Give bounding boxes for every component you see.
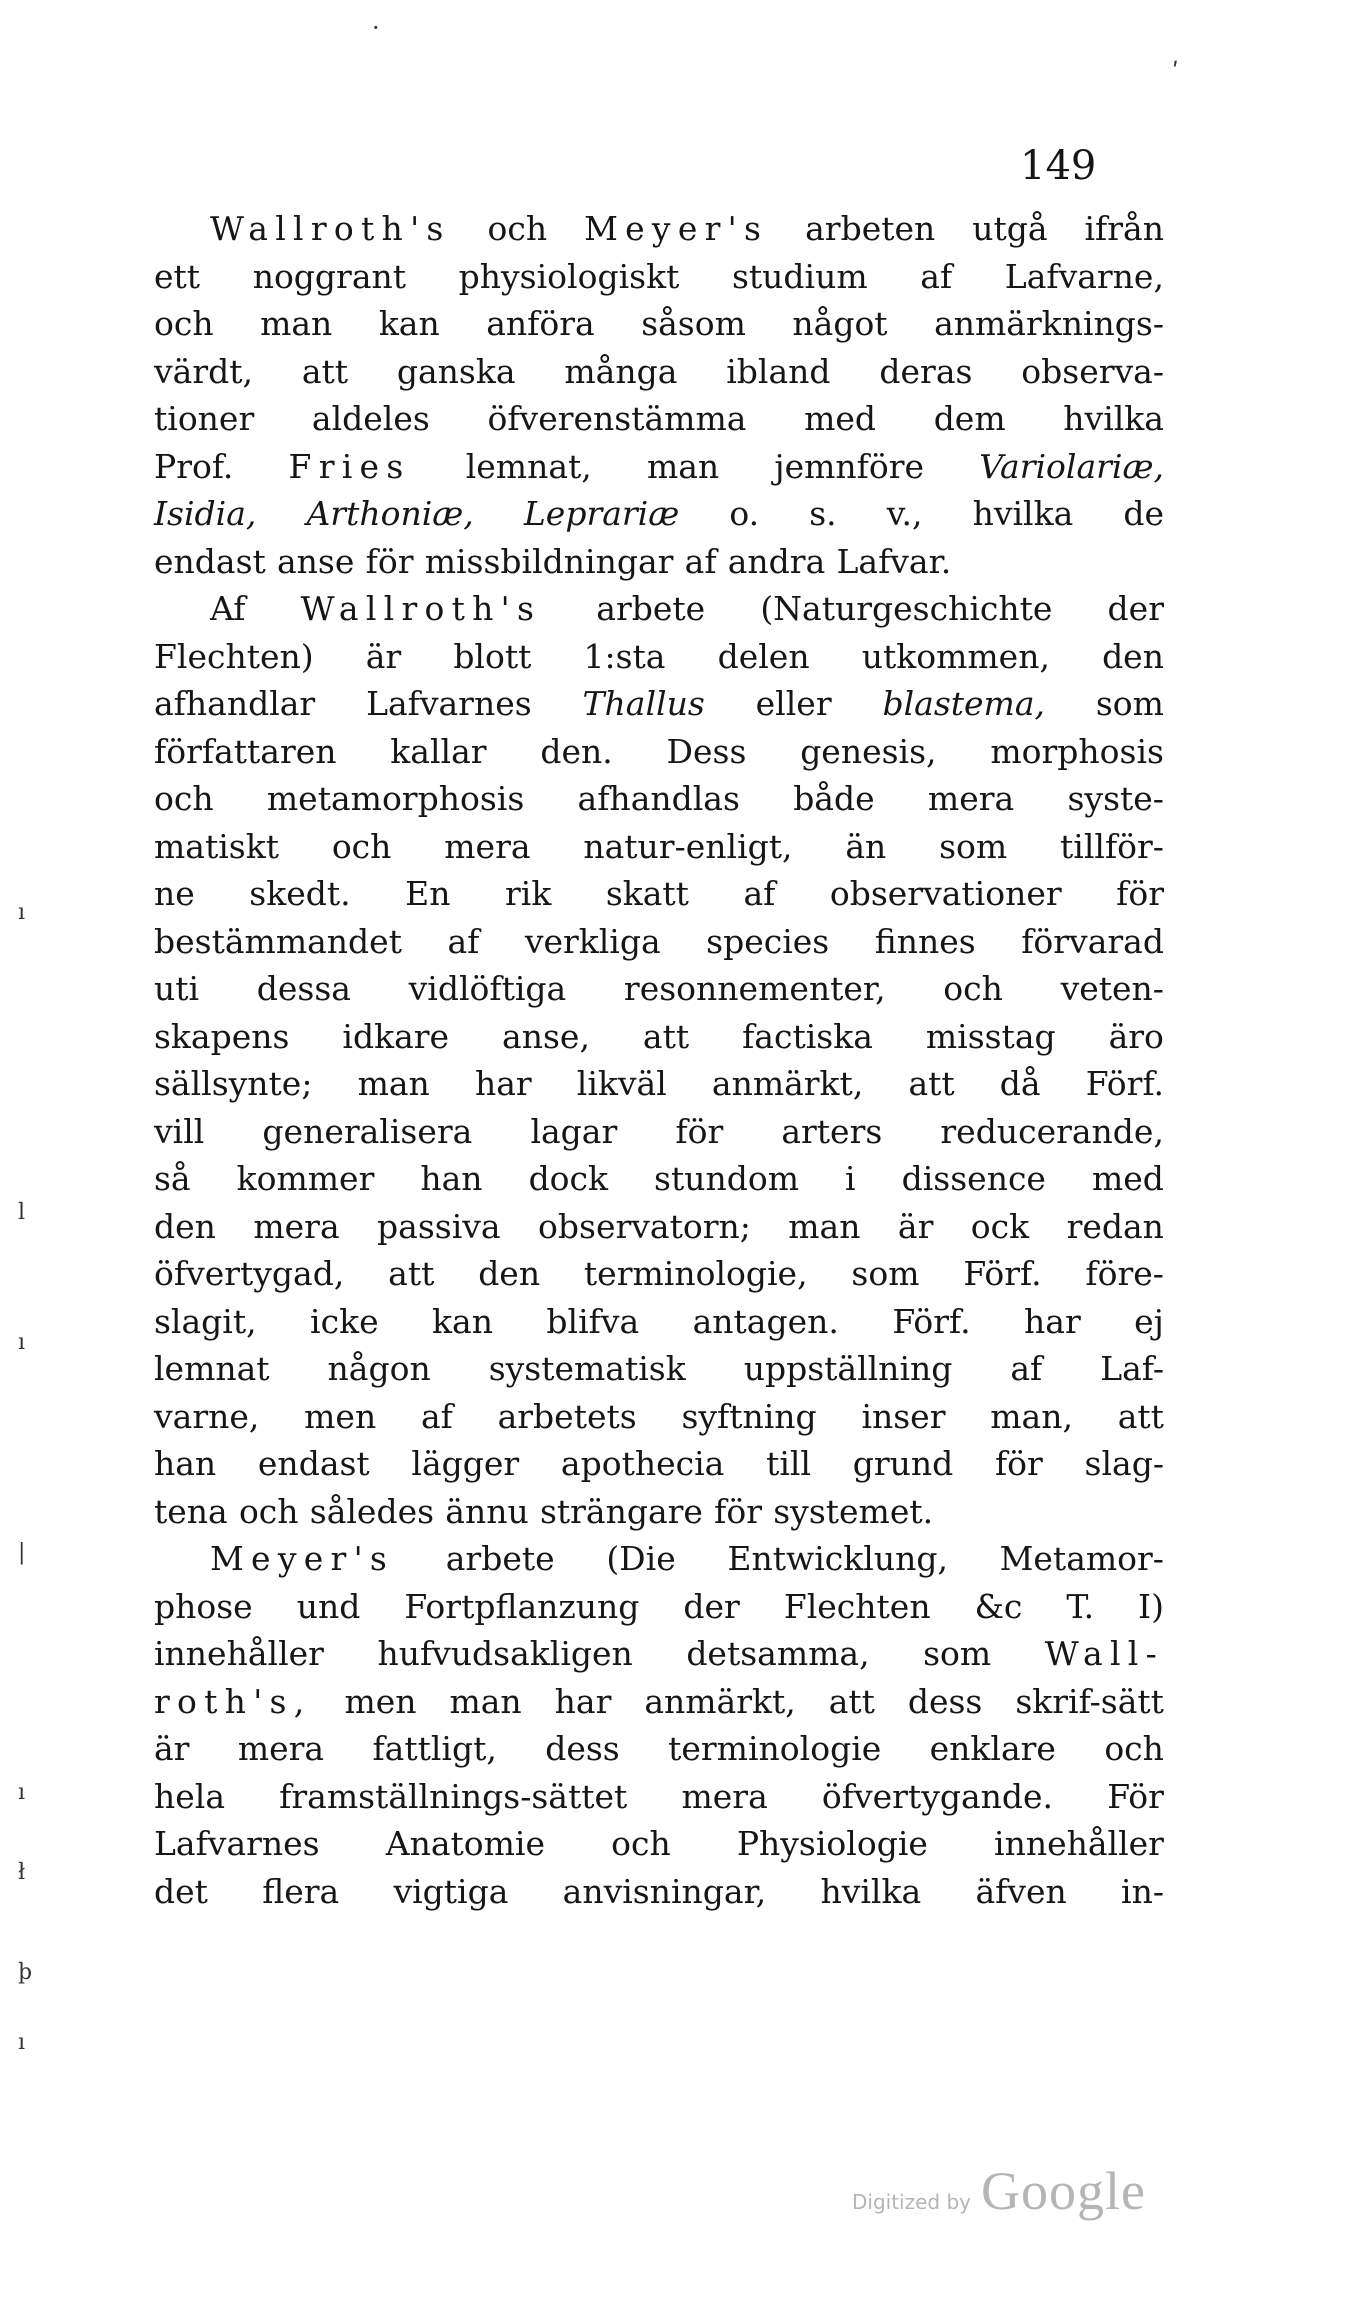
word: skatt — [605, 874, 689, 913]
word: mera — [253, 1206, 340, 1246]
word: Variolariæ, — [979, 446, 1164, 486]
word: att — [388, 1254, 435, 1293]
text-line — [154, 1393, 1164, 1441]
word: för — [714, 1491, 763, 1531]
text-line — [154, 1250, 1164, 1298]
word: och — [487, 209, 548, 248]
word: fattligt, — [372, 1729, 497, 1768]
word: und — [296, 1586, 361, 1626]
text-line — [154, 1583, 1164, 1631]
text-line — [154, 918, 1164, 966]
word: tena — [154, 1491, 228, 1531]
word: Lafvarnes — [154, 1824, 320, 1863]
word: Lafvar. — [836, 541, 952, 581]
word: (Naturgeschichte — [760, 589, 1053, 628]
word: innehåller — [154, 1634, 324, 1673]
word: öfverenstämma — [487, 399, 747, 438]
word: endast — [257, 1444, 370, 1483]
word: observa- — [1021, 351, 1164, 391]
text-line — [154, 253, 1164, 301]
word: och — [154, 779, 214, 818]
word: så — [154, 1159, 191, 1198]
word: metamorphosis — [266, 779, 525, 818]
word: inser — [861, 1396, 946, 1436]
word: af — [1010, 1349, 1043, 1388]
word: der — [1107, 589, 1164, 628]
word: att — [642, 1016, 690, 1056]
word: morphosis — [990, 731, 1164, 771]
word: till — [766, 1444, 811, 1483]
word: med — [804, 399, 877, 438]
text-line — [154, 490, 1164, 538]
word: natur-enligt, — [583, 826, 793, 866]
word: har — [474, 1064, 532, 1103]
word: species — [706, 921, 830, 961]
word: blifva — [546, 1301, 640, 1341]
word: man — [449, 1681, 522, 1721]
word: är — [897, 1206, 934, 1246]
word: stundom — [654, 1159, 800, 1198]
text-line — [154, 1440, 1164, 1488]
word: ännu — [445, 1491, 529, 1531]
google-logo: Google — [981, 2161, 1146, 2221]
word: tioner — [154, 399, 255, 438]
word: observationer — [829, 874, 1062, 913]
word: physiologiskt — [458, 256, 680, 296]
word: man — [357, 1064, 430, 1103]
word: anse, — [502, 1016, 590, 1056]
word: i — [845, 1159, 856, 1198]
word: 1:sta — [583, 636, 666, 676]
word: den — [1102, 636, 1164, 676]
word: Isidia, — [154, 494, 257, 533]
word: uppställning — [743, 1349, 953, 1388]
text-line — [154, 538, 1164, 586]
word: Meyer's — [584, 209, 769, 248]
word: Förf. — [1085, 1064, 1164, 1103]
word: (Die — [606, 1539, 676, 1578]
word: Wall- — [1044, 1634, 1164, 1673]
word: varne, — [154, 1396, 260, 1436]
text-line — [154, 965, 1164, 1013]
word: kommer — [236, 1159, 375, 1198]
word: de — [1123, 494, 1164, 533]
word: han — [420, 1159, 483, 1198]
word: Thallus — [582, 684, 705, 723]
word: Prof. — [154, 446, 234, 486]
word: studium — [731, 256, 868, 296]
word: anföra — [486, 304, 595, 343]
word: skrif-sätt — [1015, 1681, 1164, 1721]
word: noggrant — [252, 256, 407, 296]
word: af — [684, 541, 717, 581]
margin-mark: ı — [18, 1330, 26, 1355]
word: dissence — [901, 1159, 1046, 1198]
word: värdt, — [154, 351, 253, 391]
word: vill — [154, 1111, 205, 1151]
word: mera — [444, 826, 531, 866]
word: att — [301, 351, 349, 391]
word: reducerande, — [940, 1111, 1164, 1151]
word: dock — [528, 1159, 609, 1198]
word: för — [675, 1111, 724, 1151]
word: kan — [378, 304, 440, 343]
word: afhandlas — [577, 779, 740, 818]
word: den — [154, 1206, 216, 1246]
word: genesis, — [800, 731, 937, 771]
body-text — [154, 205, 1164, 1915]
margin-mark: ı — [18, 1780, 26, 1805]
word: vigtiga — [393, 1871, 509, 1911]
word: Lafvarne, — [1004, 256, 1164, 296]
word: syste- — [1067, 779, 1164, 818]
text-line — [154, 1488, 1164, 1536]
margin-mark: | — [18, 1540, 26, 1565]
word: att — [1117, 1396, 1164, 1436]
word: slagit, — [154, 1301, 257, 1341]
word: någon — [327, 1349, 431, 1388]
word: ock — [970, 1206, 1030, 1246]
word: man — [788, 1206, 861, 1246]
word: lemnat — [154, 1349, 270, 1388]
word: mera — [927, 779, 1015, 818]
word: öfvertygande. — [821, 1776, 1054, 1816]
word: äfven — [975, 1871, 1067, 1911]
text-line — [154, 1535, 1164, 1583]
word: andra — [727, 541, 826, 581]
word: bestämmandet — [154, 921, 402, 961]
word: och — [1104, 1729, 1164, 1768]
text-line — [154, 1155, 1164, 1203]
word: Förf. — [963, 1254, 1042, 1293]
text-line — [154, 443, 1164, 491]
text-line — [154, 1725, 1164, 1773]
word: Flechten) — [154, 636, 314, 676]
word: delen — [717, 636, 810, 676]
margin-mark: ł — [18, 1860, 26, 1885]
text-line — [154, 870, 1164, 918]
text-line — [154, 775, 1164, 823]
word: likväl — [576, 1064, 667, 1103]
word: grund — [852, 1444, 954, 1483]
word: många — [564, 351, 678, 391]
word: observatorn; — [538, 1206, 751, 1246]
word: mera — [681, 1776, 768, 1816]
word: rik — [504, 874, 552, 913]
word: utkommen, — [861, 636, 1050, 676]
word: strängare — [539, 1491, 703, 1531]
word: men — [304, 1396, 377, 1436]
word: arters — [781, 1111, 883, 1151]
word: anvisningar, — [562, 1871, 767, 1911]
word: För — [1107, 1776, 1164, 1816]
margin-mark: þ — [18, 1960, 33, 1985]
page-number: 149 — [1020, 143, 1097, 189]
word: slag- — [1084, 1444, 1164, 1483]
word: sällsynte; — [154, 1064, 313, 1103]
word: anse — [277, 541, 355, 581]
word: äro — [1108, 1016, 1164, 1056]
text-line — [154, 1013, 1164, 1061]
word: att — [908, 1064, 955, 1103]
word: kallar — [390, 731, 487, 771]
word: arbete — [596, 589, 706, 628]
word: redan — [1066, 1206, 1164, 1246]
word: förvarad — [1021, 921, 1164, 961]
word: enklare — [929, 1729, 1056, 1768]
word: och — [154, 304, 214, 343]
word: som — [923, 1634, 992, 1673]
word: anmärknings- — [934, 304, 1164, 343]
word: Meyer's — [210, 1539, 395, 1578]
word: Laf- — [1100, 1349, 1164, 1388]
text-line — [154, 680, 1164, 728]
word: syftning — [681, 1396, 817, 1436]
text-line — [154, 395, 1164, 443]
text-line — [154, 1868, 1164, 1916]
word: hvilka — [972, 494, 1074, 533]
word: afhandlar — [154, 684, 316, 723]
word: af — [743, 874, 776, 913]
word: han — [154, 1444, 217, 1483]
text-line — [154, 205, 1164, 253]
word: anmärkt, — [644, 1681, 796, 1721]
word: dem — [933, 399, 1006, 438]
word: aldeles — [311, 399, 430, 438]
word: men — [344, 1681, 417, 1721]
word: terminologie — [668, 1729, 882, 1768]
word: En — [405, 874, 451, 913]
digitized-label: Digitized by — [852, 2190, 971, 2214]
word: Fortpflanzung — [404, 1586, 640, 1626]
text-line — [154, 1820, 1164, 1868]
word: har — [554, 1681, 612, 1721]
word: eller — [755, 684, 832, 723]
word: terminologie, — [583, 1254, 808, 1293]
word: af — [447, 921, 480, 961]
word: hvilka — [820, 1871, 922, 1911]
word: jemnföre — [774, 446, 925, 486]
text-line — [154, 300, 1164, 348]
word: Arthoniæ, — [306, 494, 474, 533]
word: man, — [990, 1396, 1073, 1436]
word: som — [939, 826, 1008, 866]
word: för — [365, 541, 414, 581]
word: flera — [262, 1871, 340, 1911]
word: arbeten — [805, 209, 936, 248]
word: hufvudsakligen — [377, 1634, 633, 1673]
word: och — [238, 1491, 299, 1531]
word: der — [683, 1586, 740, 1626]
word: Af — [210, 589, 246, 628]
text-line — [154, 1678, 1164, 1726]
word: resonnementer, — [623, 969, 886, 1008]
word: Wallroth's — [300, 589, 542, 628]
word: I) — [1138, 1586, 1164, 1626]
word: Metamor- — [999, 1539, 1164, 1578]
text-line — [154, 1630, 1164, 1678]
text-line — [154, 1345, 1164, 1393]
corner-mark: ʹ — [1172, 58, 1179, 86]
word: öfvertygad, — [154, 1254, 345, 1293]
word: v., — [886, 494, 923, 533]
word: arbetets — [497, 1396, 637, 1436]
word: systemet. — [773, 1491, 934, 1531]
word: endast — [154, 541, 266, 581]
word: Physiologie — [736, 1824, 928, 1863]
word: lagar — [530, 1111, 618, 1151]
margin-mark: ı — [18, 900, 26, 925]
digitized-by-watermark — [852, 2160, 1146, 2222]
word: hela — [154, 1776, 226, 1816]
word: innehåller — [994, 1824, 1164, 1863]
word: generalisera — [262, 1111, 473, 1151]
word: för — [1116, 874, 1164, 913]
word: Flechten — [783, 1586, 931, 1626]
word: den — [478, 1254, 541, 1293]
word: o. — [729, 494, 760, 533]
word: finnes — [874, 921, 976, 961]
word: har — [1024, 1301, 1081, 1341]
word: Wallroth's — [210, 209, 451, 248]
text-line — [154, 585, 1164, 633]
text-line — [154, 1060, 1164, 1108]
word: dessa — [256, 969, 351, 1008]
word: dess — [545, 1729, 620, 1768]
word: den. — [540, 731, 613, 771]
text-line — [154, 1108, 1164, 1156]
word: systematisk — [488, 1349, 686, 1388]
word: före- — [1085, 1254, 1164, 1293]
word: arbete — [445, 1539, 555, 1578]
word: detsamma, — [686, 1634, 870, 1673]
word: Entwicklung, — [727, 1539, 948, 1578]
word: Leprariæ — [523, 494, 680, 533]
word: ganska — [396, 351, 516, 391]
word: något — [792, 304, 888, 343]
word: skedt. — [249, 874, 351, 913]
word: lemnat, — [465, 446, 592, 486]
word: idkare — [342, 1016, 450, 1056]
word: lägger — [411, 1444, 520, 1483]
word: med — [1091, 1159, 1164, 1198]
word: kan — [432, 1301, 493, 1341]
text-line — [154, 728, 1164, 776]
word: författaren — [154, 731, 337, 771]
text-line — [154, 1203, 1164, 1251]
word: roth's, — [154, 1681, 312, 1721]
word: ibland — [726, 351, 831, 391]
word: missbildningar — [424, 541, 674, 581]
word: s. — [809, 494, 837, 533]
word: Dess — [666, 731, 747, 771]
word: ej — [1134, 1301, 1164, 1341]
top-mark: · — [372, 14, 380, 42]
text-line — [154, 1298, 1164, 1346]
word: matiskt — [154, 826, 279, 866]
word: icke — [310, 1301, 379, 1341]
word: både — [793, 779, 875, 818]
word: än — [845, 826, 887, 866]
word: misstag — [925, 1016, 1056, 1056]
word: mera — [237, 1729, 325, 1768]
word: deras — [879, 351, 973, 391]
word: att — [828, 1681, 875, 1721]
word: verkliga — [524, 921, 661, 961]
margin-mark: ı — [18, 2030, 26, 2055]
word: Anatomie — [385, 1824, 545, 1863]
word: anmärkt, — [711, 1064, 864, 1103]
word: som — [851, 1254, 920, 1293]
word: då — [999, 1064, 1041, 1103]
word: af — [420, 1396, 453, 1436]
word: blott — [453, 636, 532, 676]
word: tillför- — [1060, 826, 1164, 866]
word: T. — [1066, 1586, 1095, 1626]
word: Fries — [288, 446, 411, 486]
word: Lafvarnes — [366, 684, 532, 723]
word: antagen. — [692, 1301, 839, 1341]
word: man — [260, 304, 333, 343]
word: passiva — [377, 1206, 501, 1246]
word: som — [1095, 684, 1164, 723]
word: dess — [907, 1681, 983, 1721]
word: phose — [154, 1586, 253, 1626]
word: det — [154, 1871, 208, 1911]
word: apothecia — [560, 1444, 725, 1483]
text-line — [154, 633, 1164, 681]
word: af — [920, 256, 953, 296]
word: för — [994, 1444, 1043, 1483]
word: utgå — [972, 209, 1048, 248]
word: man — [646, 446, 720, 486]
word: in- — [1121, 1871, 1164, 1911]
word: &c — [974, 1586, 1023, 1626]
word: vidlöftiga — [408, 969, 567, 1008]
text-line — [154, 1773, 1164, 1821]
word: är — [154, 1729, 190, 1768]
word: hvilka — [1063, 399, 1164, 438]
word: ett — [154, 256, 201, 296]
word: ifrån — [1084, 209, 1164, 248]
word: ne — [154, 874, 195, 913]
word: och — [331, 826, 392, 866]
word: såsom — [641, 304, 746, 343]
word: och — [943, 969, 1003, 1008]
word: factiska — [742, 1016, 873, 1056]
word: uti — [154, 969, 200, 1008]
word: och — [611, 1824, 671, 1863]
text-line — [154, 348, 1164, 396]
word: Förf. — [892, 1301, 971, 1341]
word: således — [309, 1491, 435, 1531]
word: blastema, — [882, 684, 1046, 723]
margin-mark: l — [18, 1200, 26, 1225]
word: skapens — [154, 1016, 290, 1056]
word: veten- — [1060, 969, 1164, 1008]
text-line — [154, 823, 1164, 871]
word: är — [365, 636, 402, 676]
margin-marks — [18, 900, 38, 2055]
word: framställnings-sättet — [279, 1776, 628, 1816]
